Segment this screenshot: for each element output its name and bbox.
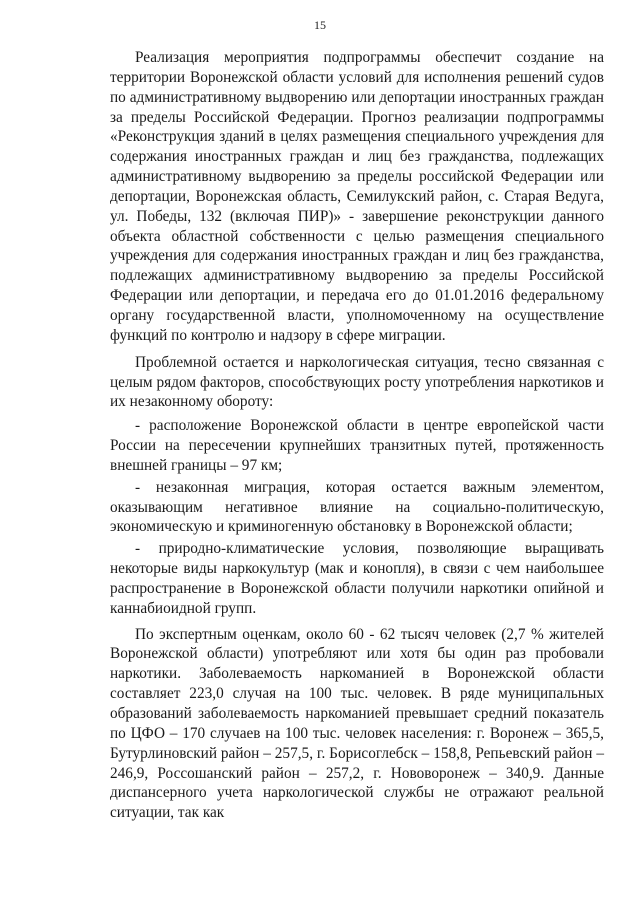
list-item-illegal-migration: - незаконная миграция, которая остается важным элементом, оказывающим негативное влияние на социально-политическую, экономическую и криминогенную обстановку в Воронежской области; [110, 478, 604, 536]
page-number: 15 [314, 18, 326, 32]
paragraph-migration-subprogram: Реализация мероприятия подпрограммы обеспечит создание на территории Воронежской области условий для исполнения решений судов по административному выдворению или депортации иностранных граждан за пределы Российской Федерации. Прогноз реализации подпрограммы «Реконструкция зданий в целях размещения специального учреждения для содержания иностранных граждан и лиц без гражданства, подлежащих административному выдворению за пределы российской Федерации или депортации, Воронежская область, Семилукский район, с. Старая Ведуга, ул. Победы, 132 (включая ПИР)» - завершение реконструкции данного объекта областной собственности с целью размещения специального учреждения для содержания иностранных граждан и лиц без гражданства, подлежащих административному выдворению за пределы Российской Федерации или депортации, и передача его до 01.01.2016 федеральному органу государственной власти, уполномоченному на осуществление функций по контролю и надзору в сфере миграции. [110, 49, 604, 344]
paragraph-narcotics-situation: Проблемной остается и наркологическая ситуация, тесно связанная с целым рядом факторов, способствующих росту употребления наркотиков и их незаконному обороту: [110, 353, 604, 411]
paragraph-expert-estimates: По экспертным оценкам, около 60 - 62 тысяч человек (2,7 % жителей Воронежской области) употребляют или хотя бы один раз пробовали наркотики. Заболеваемость наркоманией в Воронежской области составляет 223,0 случая на 100 тыс. человек. В ряде муниципальных образований заболеваемость наркоманией превышает средний показатель по ЦФО – 170 случаев на 100 тыс. человек населения: г. Воронеж – 365,5, Бутурлиновский район – 257,5, г. Борисоглебск – 158,8, Репьевский район – 246,9, Россошанский район – 257,2, г. Нововоронеж – 340,9. Данные диспансерного учета наркологической службы не отражают реальной ситуации, так как [110, 625, 604, 822]
document-body [110, 48, 604, 823]
list-item-climate-conditions: - природно-климатические условия, позволяющие выращивать некоторые виды наркокультур (мак и конопля), в связи с чем наибольшее распространение в Воронежской области получили наркотики опийной и каннабиоидной групп. [110, 540, 604, 617]
list-item-geographic-location: - расположение Воронежской области в центре европейской части России на пересечении крупнейших транзитных путей, протяженность внешней границы – 97 км; [110, 417, 604, 474]
